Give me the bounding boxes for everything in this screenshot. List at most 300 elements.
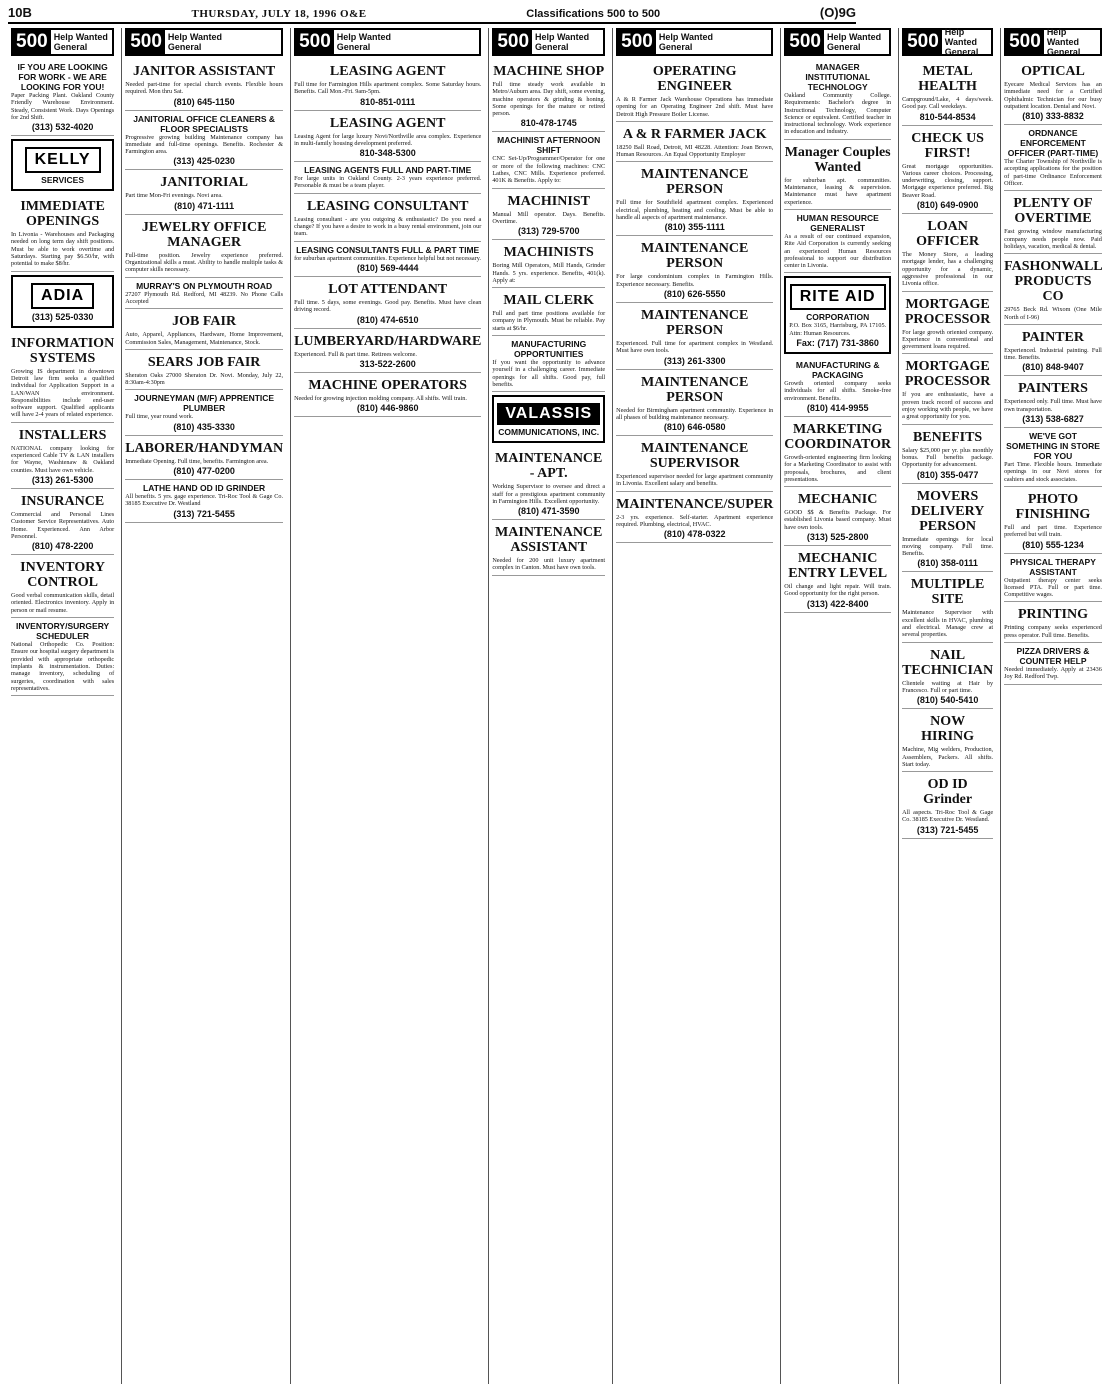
classified-ad <box>1004 125 1102 191</box>
classified-ad <box>11 139 114 191</box>
ad-phone: (810) 645-1150 <box>173 96 235 107</box>
header-number: 500 <box>13 29 51 55</box>
ad-body: If you are enthusiastic, have a proven track record of success and enjoy working with people, we have a great opportunity for you. <box>902 391 994 421</box>
ad-body: P.O. Box 3165, Harrisburg, PA 17105. Attn: Human Resources. <box>789 322 887 337</box>
classified-ad <box>492 520 605 576</box>
ad-title: WE'VE GOT SOMETHING IN STORE FOR YOU <box>1006 431 1100 462</box>
ad-phone: (810) 478-2200 <box>31 541 94 552</box>
ad-body: Outpatient therapy center seeks licensed PTA. Full or part time. Competitive wages. <box>1004 576 1102 599</box>
classified-ad <box>902 425 993 484</box>
ad-title: ORDNANCE ENFORCEMENT OFFICER (PART-TIME) <box>1007 128 1099 159</box>
ad-title: OPTICAL <box>1021 64 1085 79</box>
classified-ad <box>902 484 993 573</box>
classified-ad <box>902 214 993 291</box>
ad-title: METAL HEALTH <box>918 64 977 94</box>
ad-body: The Charter Township of Northville is accepting applications for the position of part-time Ordinance Enforcement Officer. <box>1004 158 1102 188</box>
ad-phone: 810-544-8534 <box>919 111 976 122</box>
ad-body: GOOD $$ & Benefits Package. For established Livonia based company. Must have own tools. <box>784 509 892 531</box>
ad-phone: (810) 355-1111 <box>664 222 725 233</box>
classified-ad <box>1004 376 1102 428</box>
ad-body: 29765 Beck Rd. Wixom (One Mile North of I-96) <box>1004 306 1102 321</box>
ad-body: Full and part time. Experience preferred but will train. <box>1004 523 1102 539</box>
ad-phone: (810) 848-9407 <box>1022 362 1084 373</box>
ad-body: If you want the opportunity to advance yourself in a challenging career. Immediate openings for all shifts. Good pay, full benefits. <box>492 359 606 388</box>
classified-ad <box>11 275 114 328</box>
classified-ad <box>902 59 993 126</box>
ad-title: PRINTING <box>1017 607 1088 623</box>
classified-column <box>780 28 894 1384</box>
classified-column <box>1000 28 1105 1384</box>
classified-ad <box>11 555 114 618</box>
ad-body: Growth-oriented engineering firm looking for a Marketing Coordinator to assist with proposals, brochures, and client presentations. <box>784 453 892 483</box>
ad-body: Salary $25,000 per yr. plus monthly bonus. Full benefits package. Opportunity for advancement. <box>902 446 994 469</box>
ad-title: MORTGAGE PROCESSOR <box>904 359 991 390</box>
classified-ad <box>784 210 891 273</box>
classified-ad <box>616 162 773 236</box>
ad-body: Progressive growing building Maintenance company has immediate and full-time openings. Benefits. Rochester & Farmington area. <box>125 133 284 156</box>
ad-body: Fast growing window manufacturing company needs people now. Paid holidays, vacation, medical & dental. <box>1004 228 1102 250</box>
classified-ad <box>902 354 993 424</box>
classified-ad <box>294 111 481 163</box>
classified-ad <box>294 59 481 111</box>
dateline: THURSDAY, JULY 18, 1996 O&E <box>191 8 367 20</box>
classified-ad <box>11 618 114 696</box>
ad-body: Immediate openings for local moving company. Full time. Benefits. <box>902 535 994 558</box>
ad-phone: (313) 525-0330 <box>31 311 94 322</box>
ad-body: Immediate Opening. Full time, benefits. Farmington area. <box>125 457 269 465</box>
classified-ad <box>11 331 114 423</box>
ad-title: FASHONWALL PRODUCTS CO <box>1004 259 1103 305</box>
ad-title: MANUFACTURING OPPORTUNITIES <box>511 339 587 360</box>
classified-column <box>612 28 776 1384</box>
classified-ad <box>1004 487 1102 554</box>
ad-body: Needed for growing injection molding company. All shifts. Will train. <box>294 394 467 402</box>
advertiser-logo: VALASSIS <box>497 403 600 425</box>
ad-phone: (313) 538-6827 <box>1022 414 1084 425</box>
ad-body: Full-time position. Jewelry experience preferred. Organizational skills a must. Ability to handle multiple tasks & computer skills necessary. <box>125 251 284 274</box>
classified-ad <box>125 390 283 435</box>
header-number: 500 <box>618 29 656 55</box>
ad-body: Campground/Lake, 4 days/week. Good pay. Call weekdays. <box>902 96 994 111</box>
ad-title: INSURANCE <box>20 493 105 509</box>
ad-phone: (313) 525-2800 <box>806 532 869 543</box>
classified-ad <box>125 350 283 391</box>
classified-ad <box>294 162 481 194</box>
ad-body: For large condominium complex in Farmington Hills. Experience necessary. Benefits. <box>616 273 774 288</box>
ad-title: INSTALLERS <box>18 427 107 443</box>
classified-ad <box>902 126 993 214</box>
ad-body: Great mortgage opportunities. Various career choices. Processing, underwriting, closing, support. Mortgage experience preferred. Big Beaver Road. <box>902 162 994 199</box>
classified-ad <box>902 709 993 772</box>
ad-body: A & R Farmer Jack Warehouse Operations has immediate opening for an Operating Engineer 2nd shift. Must have Detroit High Pressure Boiler License. <box>616 96 774 118</box>
ad-title: BENEFITS <box>912 429 983 445</box>
classified-ad <box>125 59 283 111</box>
ad-title: MURRAY'S ON PLYMOUTH ROAD <box>136 280 273 291</box>
header-line2: General <box>1046 47 1081 57</box>
ad-body: Commercial and Personal Lines Customer Service Representatives. Auto Home. Experienced. Ann Arbor Personnel. <box>11 510 115 540</box>
ad-title: MAINTENANCE ASSISTANT <box>495 525 603 556</box>
ad-title: NAIL TECHNICIAN <box>902 647 994 678</box>
header-line2: General <box>535 42 569 52</box>
ad-title: MACHINIST AFTERNOON SHIFT <box>497 135 601 156</box>
ad-title: JOB FAIR <box>172 314 237 330</box>
ad-body: Full time steady work available in Metro/Auburn area. Day shift, some evening, machine operators & grinding & honing. Some openings for the mature or retired person. <box>492 81 606 118</box>
ad-body: The Money Store, a leading mortgage lender, has a challenging opportunity for a dynamic, aggressive professional in our Livonia office. <box>902 251 994 288</box>
classified-ad <box>492 189 605 241</box>
ad-title: LABORER/HANDYMAN <box>125 440 284 456</box>
ad-body: Part Time. Flexible hours. Immediate openings in our Novi stores for cashiers and stock associates. <box>1004 461 1102 483</box>
classified-ad <box>616 59 773 122</box>
classified-ad <box>11 59 114 136</box>
ad-body: Full time for Southfield apartment complex. Experienced electrical, plumbing, heating and cooling. Must be able to handle all aspects of apartment maintenance. <box>616 199 774 222</box>
ad-phone: (810) 478-0322 <box>663 529 726 540</box>
ad-phone: (810) 414-9955 <box>806 402 869 413</box>
ad-title: MACHINE SHOP <box>493 64 605 79</box>
classified-column <box>488 28 608 1384</box>
ad-body: Manual Mill operator. Days. Benefits. Overtime. <box>492 210 606 225</box>
ad-body: Experienced only. Full time. Must have own transportation. <box>1004 398 1102 413</box>
ad-body: NATIONAL company looking for experienced Cable TV & LAN installers for Wayne, Washtenaw & Oakland counties. Must have own vehicle. <box>11 444 115 474</box>
ad-title: PAINTERS <box>1018 381 1088 397</box>
header-label <box>334 32 391 52</box>
classified-ad <box>1004 554 1102 603</box>
header-number: 500 <box>904 29 942 55</box>
ad-body: Maintenance Supervisor with excellent skills in HVAC, plumbing and electrical. Manage crew at several properties. <box>902 609 994 639</box>
ad-phone: 313-522-2600 <box>359 358 416 369</box>
ad-body: Oil change and light repair. Will train. Good opportunity for the right person. <box>784 583 892 598</box>
ad-title: MANAGER INSTITUTIONAL TECHNOLOGY <box>805 62 871 92</box>
ad-title: LEASING CONSULTANTS FULL & PART TIME <box>296 244 480 255</box>
ad-title: SEARS JOB FAIR <box>147 354 261 370</box>
classified-ad <box>125 170 283 214</box>
ad-title: LATHE HAND OD ID GRINDER <box>143 483 266 494</box>
header-label <box>165 32 222 52</box>
ad-title: PIZZA DRIVERS & COUNTER HELP <box>1016 646 1090 667</box>
header-number: 500 <box>127 29 165 55</box>
classified-ad <box>1004 59 1102 125</box>
ad-title: JANITORIAL <box>160 175 248 191</box>
ad-body: Full time. 5 days, some evenings. Good pay. Benefits. Must have clean driving record. <box>294 298 482 314</box>
ad-title: LOT ATTENDANT <box>328 281 448 297</box>
ad-title: JEWELRY OFFICE MANAGER <box>141 219 267 250</box>
header-line1: Help Wanted <box>658 32 714 42</box>
ad-body: In Livonia - Warehouses and Packaging needed on long term day shift positions. Must be able to work overtime and Saturdays. Starting pay $6.50/hr, with potential to make $8/hr. <box>11 231 115 268</box>
ad-body: Oakland Community College. Requirements: Bachelor's degree in Instructional Technology, Computer Science or equivalent. Certified teacher in instructional technology. Work experience in education and industry. <box>784 92 892 136</box>
logo-subtitle: SERVICES <box>41 175 85 186</box>
header-line1: Help Wanted <box>167 32 223 42</box>
ad-title: IF YOU ARE LOOKING FOR WORK - WE ARE LOOKING FOR YOU! <box>17 62 108 92</box>
ad-title: INVENTORY/SURGERY SCHEDULER <box>15 621 110 642</box>
classified-columns <box>8 27 1103 1384</box>
classified-ad <box>1004 602 1102 643</box>
classified-ad <box>784 417 891 487</box>
ad-phone: (313) 261-3300 <box>663 355 726 366</box>
ad-phone: (810) 355-0477 <box>916 469 979 480</box>
ad-title: MACHINE OPERATORS <box>308 377 467 393</box>
ad-phone: (313) 721-5455 <box>173 508 235 519</box>
ad-body: Leasing consultant - are you outgoing & enthusiastic? Do you need a change? If you have a desire to work in a busy rental environment, join our team. <box>294 215 482 238</box>
ad-phone: (810) 540-5410 <box>916 695 979 706</box>
classified-ad <box>294 277 481 329</box>
header-line2: General <box>944 47 979 57</box>
page-code: (O)9G <box>819 5 856 20</box>
ad-body: for suburban apt. communities. Maintenance, leasing & supervision. Maintenance must have apartment experience. <box>784 176 892 206</box>
classified-ad <box>616 122 773 163</box>
classified-ad <box>11 194 114 271</box>
classified-ad <box>125 215 283 278</box>
classified-ad <box>125 309 283 350</box>
classified-ad <box>1004 191 1102 254</box>
ad-title: MACHINIST <box>507 193 590 209</box>
ad-title: CHECK US FIRST! <box>911 130 984 161</box>
classified-ad <box>616 303 773 370</box>
ad-title: PHYSICAL THERAPY ASSISTANT <box>1010 556 1096 577</box>
ad-title: JANITORIAL OFFICE CLEANERS & FLOOR SPECIALISTS <box>133 113 276 134</box>
classified-ad <box>902 772 993 839</box>
classified-column <box>8 28 117 1384</box>
classified-ad <box>784 59 891 140</box>
header-line2: General <box>53 42 88 52</box>
ad-body: Needed for 200 unit luxury apartment complex in Canton. Must have own tools. <box>492 557 606 572</box>
header-label <box>532 32 589 52</box>
ad-body: For large units in Oakland County. 2-3 years experience preferred. Personable & must be a team player. <box>294 175 482 190</box>
classified-ad <box>11 489 114 555</box>
ad-title: LEASING CONSULTANT <box>306 198 469 214</box>
ad-phone: (313) 721-5455 <box>916 824 979 835</box>
ad-title: A & R FARMER JACK <box>622 126 767 142</box>
classified-ad <box>784 546 891 613</box>
ad-title: INVENTORY CONTROL <box>20 560 105 591</box>
section-header <box>616 28 773 56</box>
section-header <box>294 28 481 56</box>
ad-phone: (313) 422-8400 <box>806 598 869 609</box>
classified-column <box>290 28 484 1384</box>
ad-title: JOURNEYMAN (M/F) APPRENTICE PLUMBER <box>134 393 275 414</box>
ad-phone: (313) 729-5700 <box>517 226 580 237</box>
ad-body: Eyecare Medical Services has an immediate need for a Certified Ophthalmic Technician for our busy outpatient location. Dental and Novi. <box>1004 81 1102 110</box>
classified-ad <box>1004 428 1102 487</box>
ad-title: MAINTENANCE - APT. <box>495 451 603 482</box>
ad-title: NOW HIRING <box>921 714 975 745</box>
classified-ad <box>616 236 773 303</box>
classified-ad <box>1004 325 1102 377</box>
classified-ad <box>125 436 283 480</box>
ad-title: LEASING AGENTS FULL AND PART-TIME <box>304 165 472 176</box>
classified-ad <box>294 329 481 373</box>
classified-ad <box>492 446 605 520</box>
classified-ad <box>1004 254 1102 325</box>
classified-ad <box>492 59 605 132</box>
ad-body: Experienced. Full & part time. Retirees welcome. <box>294 350 417 358</box>
classified-ad <box>125 111 283 171</box>
ad-title: MAINTENANCE SUPERVISOR <box>641 441 749 472</box>
ad-body: Full time, year round work. <box>125 413 194 421</box>
advertiser-logo: KELLY <box>25 147 101 173</box>
ad-title: MAINTENANCE/SUPER <box>616 496 774 512</box>
classified-ad <box>784 357 891 417</box>
ad-body: Working Supervisor to oversee and direct a staff for a prestigious apartment community in Farmington Hills. Excellent opportunity. <box>492 483 606 505</box>
classified-ad <box>492 288 605 336</box>
header-line2: General <box>167 42 202 52</box>
classified-ad <box>294 373 481 417</box>
logo-subtitle: CORPORATION <box>806 312 870 323</box>
ad-body: for suburban apartment communities. Experience helpful but not necessary. <box>294 254 481 262</box>
ad-title: MANUFACTURING & PACKAGING <box>795 360 880 381</box>
classified-ad <box>492 132 605 188</box>
ad-phone: 810-348-5300 <box>359 148 416 159</box>
ad-body: Experienced. Full time for apartment complex in Westland. Must have own tools. <box>616 339 774 355</box>
classified-ad <box>902 643 993 710</box>
ad-body: Auto, Apparel, Appliances, Hardware, Home Improvement, Commission Sales, Management, Maintenance, Stock. <box>125 331 284 346</box>
classified-ad <box>125 480 283 523</box>
advertiser-logo: ADIA <box>31 283 94 309</box>
ad-body: Needed part-time for special church events. Flexible hours required. Mon thru Sat. <box>125 81 284 96</box>
ad-phone: (810) 471-3590 <box>517 506 580 517</box>
ad-phone: (313) 425-0230 <box>173 156 235 167</box>
ad-phone: 810-478-1745 <box>520 118 577 129</box>
advertiser-logo: RITE AID <box>790 284 886 310</box>
classified-ad <box>902 292 993 355</box>
header-label <box>1044 27 1100 57</box>
ad-body: Growing IS department in downtown Detroit law firm seeks a qualified individual for Application Support in a LAN/WAN environment. Responsibilities include end-user software support. Qualified applicants will have 2-4 years of related experience. <box>11 367 115 419</box>
ad-title: HUMAN RESOURCE GENERALIST <box>796 212 879 233</box>
ad-body: Boring Mill Operators, Mill Hands, Grinder Hands. 5 yrs. experience. Benefits, 401(k). Apply at: <box>492 262 606 284</box>
page-number: 10B <box>8 5 32 20</box>
ad-phone: (810) 477-0200 <box>173 466 235 477</box>
ad-phone: (810) 435-3330 <box>173 421 235 432</box>
ad-title: MORTGAGE PROCESSOR <box>904 296 991 327</box>
logo-subtitle: COMMUNICATIONS, INC. <box>498 427 600 438</box>
ad-body: All aspects. Tri-Roc Tool & Gage Co. 38185 Executive Dr. Westland. <box>902 809 994 824</box>
ad-phone: (810) 471-1111 <box>174 200 235 211</box>
ad-body: Sheraton Oaks 27000 Sheraton Dr. Novi. Monday, July 22, 8:30am-4:30pm <box>125 371 284 387</box>
classified-column <box>898 28 996 1384</box>
ad-body: 27207 Plymouth Rd. Redford, MI 48239. No Phone Calls Accepted <box>125 290 284 305</box>
header-line1: Help Wanted <box>1046 27 1079 47</box>
ad-phone: (810) 569-4444 <box>356 262 419 273</box>
header-number: 500 <box>786 29 824 55</box>
ad-title: MAINTENANCE PERSON <box>641 241 749 272</box>
ad-phone: (810) 555-1234 <box>1022 539 1084 550</box>
header-label <box>824 32 881 52</box>
header-number: 500 <box>494 29 532 55</box>
ad-body: 2-3 yrs. experience. Self-starter. Apartment experience required. Plumbing, electrical, HVAC. <box>616 513 774 529</box>
classified-ad <box>492 336 605 392</box>
ad-title: MAIL CLERK <box>503 293 595 309</box>
ad-title: MECHANIC ENTRY LEVEL <box>788 551 888 582</box>
ad-title: LOAN OFFICER <box>916 219 980 250</box>
ad-body: All benefits. 5 yrs. gage experience. Tri-Roc Tool & Gage Co. 38185 Executive Dr. Westland <box>125 493 284 508</box>
ad-title: MACHINISTS <box>503 245 594 261</box>
ad-title: MARKETING COORDINATOR <box>784 421 892 452</box>
ad-title: LUMBERYARD/HARDWARE <box>294 333 482 349</box>
ad-phone: (313) 532-4020 <box>31 122 94 133</box>
ad-phone: (810) 649-0900 <box>916 200 979 211</box>
classified-ad <box>492 395 605 443</box>
header-line2: General <box>826 42 861 52</box>
classified-ad <box>616 370 773 437</box>
ad-phone: 810-851-0111 <box>360 96 416 107</box>
ad-body: Machine, Mig welders, Production, Assemblers, Packers. All shifts. Start today. <box>902 746 994 768</box>
ad-title: MAINTENANCE PERSON <box>641 374 749 405</box>
classified-ad <box>294 242 481 277</box>
ad-body: Experienced supervisor needed for large apartment community in Livonia. Excellent salary and benefits. <box>616 473 774 488</box>
header-label <box>51 32 108 52</box>
ad-body: Printing company seeks experienced press operator. Full time. Benefits. <box>1004 624 1102 639</box>
ad-title: IMMEDIATE OPENINGS <box>20 199 105 230</box>
ad-title: LEASING AGENT <box>329 64 446 79</box>
ad-body: Leasing Agent for large luxury Novi/Northville area complex. Experience in multi-family housing development preferred. <box>294 132 482 147</box>
classified-ad <box>11 423 114 489</box>
ad-title: OD ID Grinder <box>923 777 973 808</box>
ad-phone: (810) 626-5550 <box>663 288 726 299</box>
section-header <box>784 28 891 56</box>
ad-body: 18250 Ball Road, Detroit, MI 48228. Attention: Joan Brown, Human Resources. An Equal Opportunity Employer <box>616 143 774 159</box>
ad-body: Growth oriented company seeks individuals for all shifts. Smoke-free environment. Benefits. <box>784 380 892 402</box>
header-line1: Help Wanted <box>944 27 977 47</box>
classified-column <box>121 28 286 1384</box>
ad-title: MECHANIC <box>798 492 878 508</box>
classified-ad <box>294 194 481 242</box>
classified-ad <box>902 572 993 642</box>
ad-phone: Fax: (717) 731-3860 <box>796 338 879 349</box>
ad-title: LEASING AGENT <box>329 115 446 131</box>
header-label <box>942 27 991 57</box>
ad-title: Manager Couples Wanted <box>784 144 891 175</box>
ad-body: Full time for Farmington Hills apartment complex. Some Saturday hours. Benefits. Call Mon.-Fri. 9am-5pm. <box>294 81 482 96</box>
section-title: Classifications 500 to 500 <box>526 8 661 20</box>
ad-phone: (810) 333-8832 <box>1022 111 1084 122</box>
section-header <box>492 28 605 56</box>
section-header <box>11 28 114 56</box>
ad-body: Full and part time positions available for company in Plymouth. Must be reliable. Pay starts at $6/hr. <box>492 310 606 332</box>
classified-ad <box>1004 643 1102 685</box>
ad-title: PLENTY OF OVERTIME <box>1013 196 1093 227</box>
ad-body: As a result of our continued expansion, Rite Aid Corporation is currently seeking an experienced Human Resources professional to support our distribution center in Livonia. <box>784 232 892 270</box>
ad-body: Clientele waiting at Hair by Francesco. Full or part time. <box>902 679 994 694</box>
ad-body: For large growth oriented company. Experience in conventional and government loans required. <box>902 328 994 351</box>
classified-ad <box>492 240 605 288</box>
classified-ad <box>784 276 891 354</box>
header-label <box>656 32 713 52</box>
masthead <box>8 6 856 24</box>
header-number: 500 <box>296 29 334 55</box>
ad-phone: (313) 261-5300 <box>31 474 94 485</box>
section-header <box>125 28 283 56</box>
classified-ad <box>784 140 891 210</box>
header-line1: Help Wanted <box>826 32 882 42</box>
ad-body: Needed for Birmingham apartment community. Experience in all phases of building maintenance necessary. <box>616 406 774 421</box>
section-header <box>902 28 993 56</box>
ad-title: JANITOR ASSISTANT <box>133 64 276 79</box>
ad-body: Paper Packing Plant. Oakland County Friendly Warehouse Environment. Steady, Consistent Work. Days Openings for 2nd Shift. <box>11 92 115 121</box>
header-line1: Help Wanted <box>336 32 391 42</box>
ad-title: MULTIPLE SITE <box>910 577 985 608</box>
ad-title: PHOTO FINISHING <box>1015 491 1091 522</box>
ad-title: MAINTENANCE PERSON <box>641 167 749 198</box>
ad-phone: (810) 446-9860 <box>356 403 419 414</box>
header-line1: Help Wanted <box>53 32 108 42</box>
ad-title: PAINTER <box>1022 329 1084 345</box>
ad-title: MAINTENANCE PERSON <box>641 307 749 338</box>
ad-phone: (810) 474-6510 <box>356 314 419 325</box>
ad-title: MOVERS DELIVERY PERSON <box>910 488 985 534</box>
ad-title: INFORMATION SYSTEMS <box>11 335 115 366</box>
ad-phone: (810) 646-0580 <box>663 422 726 433</box>
classified-ad <box>616 436 773 492</box>
ad-body: Experienced. Industrial painting. Full time. Benefits. <box>1004 346 1102 362</box>
ad-body: Good verbal communication skills, detail oriented. Electronics inventory. Apply in person or mail resume. <box>11 592 115 614</box>
